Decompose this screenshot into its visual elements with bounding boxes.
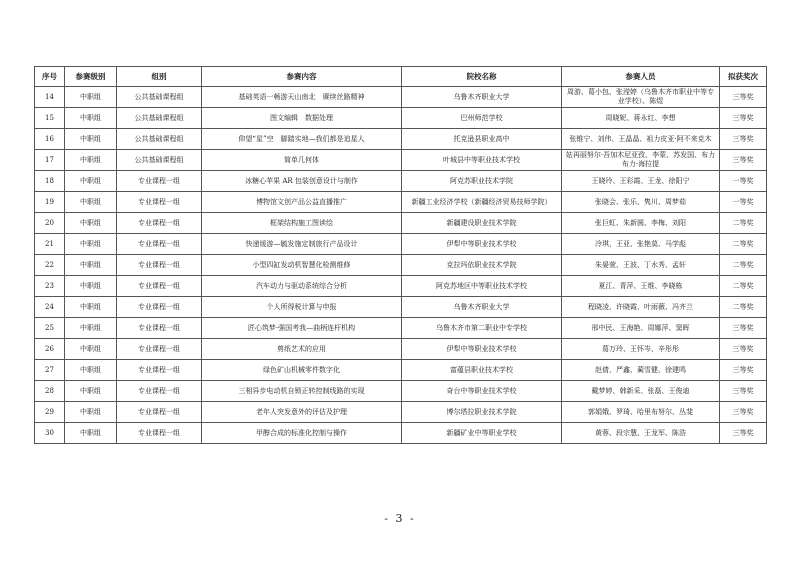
cell-school: 巴州师范学校: [402, 108, 562, 129]
cell-award: 三等奖: [720, 402, 767, 423]
cell-members: 张巨虹、朱新圆、李梅、刘阳: [562, 213, 720, 234]
cell-members: 戴梦婷、韩新采、张磊、王俊迪: [562, 381, 720, 402]
table-row: [35, 108, 767, 129]
table-row: [35, 150, 767, 171]
table-row: [35, 381, 767, 402]
cell-index: 19: [35, 192, 65, 213]
header-level: 参赛级别: [65, 67, 117, 87]
cell-award: 三等奖: [720, 87, 767, 108]
cell-content: 冰糖心苹果 AR 包装创意设计与制作: [202, 171, 402, 192]
table-body: [35, 87, 767, 444]
cell-level: 中职组: [65, 423, 117, 444]
cell-content: 剪纸艺术的应用: [202, 339, 402, 360]
cell-school: 伊犁中等职业技术学校: [402, 339, 562, 360]
cell-award: 一等奖: [720, 171, 767, 192]
cell-award: 二等奖: [720, 255, 767, 276]
cell-school: 伊犁中等职业技术学校: [402, 234, 562, 255]
cell-award: 二等奖: [720, 276, 767, 297]
page-number: - 3 -: [384, 512, 416, 525]
cell-level: 中职组: [65, 234, 117, 255]
cell-award: 三等奖: [720, 108, 767, 129]
cell-school: 阿克苏职业技术学院: [402, 171, 562, 192]
cell-members: 姑再丽努尔·吾加木尼亚孜、李蒙、苏发国、布力布力·海拉提: [562, 150, 720, 171]
cell-group: 专业课程一组: [117, 423, 202, 444]
award-table: [34, 66, 767, 444]
cell-school: 新疆工业经济学校（新疆经济贸易技师学院）: [402, 192, 562, 213]
table-row: [35, 360, 767, 381]
table-row: [35, 318, 767, 339]
cell-award: 三等奖: [720, 381, 767, 402]
cell-index: 22: [35, 255, 65, 276]
cell-content: 小型四缸发动机智慧化检测维修: [202, 255, 402, 276]
cell-members: 赵倩、严鑫、蔺雪健、徐建鸣: [562, 360, 720, 381]
table-row: [35, 192, 767, 213]
cell-content: 快递缓游—毓发施定制旅行产品设计: [202, 234, 402, 255]
cell-level: 中职组: [65, 297, 117, 318]
cell-members: 邢中民、王海艳、周娜萍、窦晖: [562, 318, 720, 339]
header-row: [35, 67, 767, 87]
cell-school: 托克逊县职业高中: [402, 129, 562, 150]
cell-award: 三等奖: [720, 339, 767, 360]
cell-members: 程晓凌、许晓霞、叶雨薇、冯齐兰: [562, 297, 720, 318]
cell-group: 专业课程一组: [117, 318, 202, 339]
cell-level: 中职组: [65, 402, 117, 423]
cell-index: 21: [35, 234, 65, 255]
cell-school: 乌鲁木齐职业大学: [402, 87, 562, 108]
cell-level: 中职组: [65, 150, 117, 171]
cell-group: 专业课程一组: [117, 171, 202, 192]
cell-index: 27: [35, 360, 65, 381]
cell-group: 专业课程一组: [117, 360, 202, 381]
cell-members: 张锥宁、刘伟、王晶晶、祖力皮亚·阿不来克木: [562, 129, 720, 150]
header-members: 参赛人员: [562, 67, 720, 87]
table-row: [35, 297, 767, 318]
cell-index: 15: [35, 108, 65, 129]
cell-group: 公共基础课程组: [117, 129, 202, 150]
cell-content: 老年人突发意外的评估及护理: [202, 402, 402, 423]
cell-members: 夏江、青萍、王维、李晓栋: [562, 276, 720, 297]
cell-index: 23: [35, 276, 65, 297]
cell-content: 博物馆文创产品公益直播推广: [202, 192, 402, 213]
cell-school: 阿克苏地区中等职业技术学校: [402, 276, 562, 297]
cell-school: 乌鲁木齐市第二职业中专学校: [402, 318, 562, 339]
cell-level: 中职组: [65, 339, 117, 360]
cell-level: 中职组: [65, 108, 117, 129]
cell-index: 24: [35, 297, 65, 318]
cell-group: 专业课程一组: [117, 276, 202, 297]
table-row: [35, 402, 767, 423]
cell-index: 25: [35, 318, 65, 339]
cell-group: 专业课程一组: [117, 297, 202, 318]
cell-members: 冷琪、王亚、张艳莫、马学彪: [562, 234, 720, 255]
cell-index: 26: [35, 339, 65, 360]
cell-members: 朱晏萱、王波、丁水秀、孟轩: [562, 255, 720, 276]
cell-content: 框架结构施工图读绘: [202, 213, 402, 234]
cell-school: 克拉玛依职业技术学院: [402, 255, 562, 276]
cell-award: 二等奖: [720, 213, 767, 234]
cell-group: 公共基础课程组: [117, 108, 202, 129]
header-group: 组别: [117, 67, 202, 87]
cell-award: 三等奖: [720, 423, 767, 444]
cell-members: 张晓会、张乐、隽川、周梦茹: [562, 192, 720, 213]
cell-level: 中职组: [65, 360, 117, 381]
cell-award: 二等奖: [720, 297, 767, 318]
cell-award: 三等奖: [720, 129, 767, 150]
cell-index: 18: [35, 171, 65, 192]
cell-level: 中职组: [65, 276, 117, 297]
cell-members: 黄蓉、段宗慧、王龙军、陈浩: [562, 423, 720, 444]
cell-group: 公共基础课程组: [117, 87, 202, 108]
cell-content: 三相异步电动机自锁正转控制线路的实现: [202, 381, 402, 402]
cell-index: 30: [35, 423, 65, 444]
cell-content: 绿色矿山机械零件数字化: [202, 360, 402, 381]
cell-level: 中职组: [65, 255, 117, 276]
cell-group: 专业课程一组: [117, 339, 202, 360]
cell-group: 专业课程一组: [117, 402, 202, 423]
cell-content: 仰望“星”空 脚踏实地—我们都是追星人: [202, 129, 402, 150]
cell-index: 29: [35, 402, 65, 423]
cell-content: 甲醇合成的标准化控制与操作: [202, 423, 402, 444]
cell-group: 专业课程一组: [117, 234, 202, 255]
table-header: [35, 67, 767, 87]
cell-level: 中职组: [65, 381, 117, 402]
cell-award: 三等奖: [720, 150, 767, 171]
cell-content: 简单几何体: [202, 150, 402, 171]
table-row: [35, 255, 767, 276]
cell-content: 匠心筑梦·强国考我—曲柄连杆机构: [202, 318, 402, 339]
cell-school: 新疆建设职业技术学院: [402, 213, 562, 234]
cell-school: 叶城县中等职业技术学校: [402, 150, 562, 171]
cell-index: 14: [35, 87, 65, 108]
table-row: [35, 276, 767, 297]
cell-group: 专业课程一组: [117, 381, 202, 402]
table-row: [35, 213, 767, 234]
table-row: [35, 129, 767, 150]
cell-members: 周晓妮、蒋永红、李想: [562, 108, 720, 129]
table-row: [35, 171, 767, 192]
cell-group: 公共基础课程组: [117, 150, 202, 171]
header-index: 序号: [35, 67, 65, 87]
cell-members: 王晓玲、王彩霞、王龙、徐阳宁: [562, 171, 720, 192]
cell-members: 周游、葛小包、张滢婷（乌鲁木齐市职业中等专业学校）、陈煜: [562, 87, 720, 108]
cell-level: 中职组: [65, 171, 117, 192]
cell-index: 17: [35, 150, 65, 171]
cell-award: 一等奖: [720, 192, 767, 213]
table-row: [35, 87, 767, 108]
award-table-sheet: [34, 66, 766, 444]
cell-level: 中职组: [65, 192, 117, 213]
table-row: [35, 339, 767, 360]
cell-content: 基础英语一畅游天山南北 赓续丝路精神: [202, 87, 402, 108]
cell-members: 葛万玲、王怀岑、辛彤彤: [562, 339, 720, 360]
table-row: [35, 234, 767, 255]
cell-award: 三等奖: [720, 318, 767, 339]
cell-group: 专业课程一组: [117, 213, 202, 234]
cell-content: 图文编辑 数据处理: [202, 108, 402, 129]
cell-level: 中职组: [65, 87, 117, 108]
cell-school: 新疆矿业中等职业学校: [402, 423, 562, 444]
cell-award: 二等奖: [720, 234, 767, 255]
cell-level: 中职组: [65, 129, 117, 150]
header-school: 院校名称: [402, 67, 562, 87]
cell-members: 郭娟娥、罗琦、哈里布努尔、丛斐: [562, 402, 720, 423]
header-award: 拟获奖次: [720, 67, 767, 87]
cell-index: 20: [35, 213, 65, 234]
cell-content: 个人所得税计算与申报: [202, 297, 402, 318]
header-content: 参赛内容: [202, 67, 402, 87]
table-row: [35, 423, 767, 444]
cell-group: 专业课程一组: [117, 192, 202, 213]
cell-index: 28: [35, 381, 65, 402]
cell-school: 富蕴县职业技术学校: [402, 360, 562, 381]
cell-award: 三等奖: [720, 360, 767, 381]
cell-level: 中职组: [65, 213, 117, 234]
cell-group: 专业课程一组: [117, 255, 202, 276]
cell-school: 奇台中等职业技术学校: [402, 381, 562, 402]
cell-school: 博尔塔拉职业技术学院: [402, 402, 562, 423]
cell-index: 16: [35, 129, 65, 150]
cell-level: 中职组: [65, 318, 117, 339]
cell-content: 汽车动力与驱动系统综合分析: [202, 276, 402, 297]
cell-school: 乌鲁木齐职业大学: [402, 297, 562, 318]
